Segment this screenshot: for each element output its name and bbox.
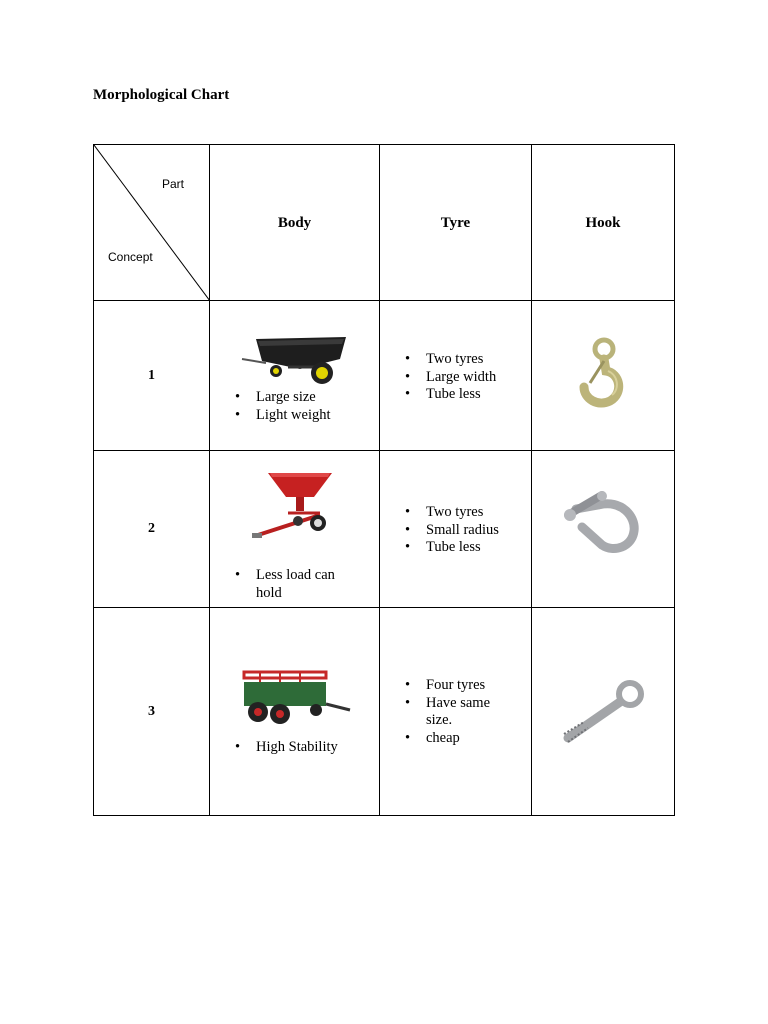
header-body: Body (277, 215, 312, 231)
header-hook-cell (531, 144, 674, 300)
table-row-3-tyre-cell (379, 607, 531, 815)
table-row-1-number-cell (93, 300, 209, 450)
list-item: • cheap (403, 730, 513, 748)
list-item: • High Stability (233, 739, 373, 757)
spreader-cart-image (248, 467, 344, 547)
table-row-1-body-cell (209, 300, 379, 450)
corner-part-label: Part (162, 177, 185, 191)
list-item: • Two tyres (403, 504, 528, 522)
table-row-2-tyre-cell (379, 450, 531, 607)
corner-header-cell (93, 144, 209, 300)
latch-hook-image (574, 337, 634, 411)
list-item: • Tube less (403, 539, 528, 557)
body-features-list (233, 389, 373, 424)
list-item: • Small radius (403, 522, 528, 540)
header-tyre-cell (379, 144, 531, 300)
table-row-3-number-cell (93, 607, 209, 815)
dump-cart-image (238, 331, 350, 387)
header-tyre: Tyre (440, 215, 471, 231)
table-row-2-hook-cell (531, 450, 674, 607)
corner-concept-label: Concept (108, 250, 153, 264)
table-row-1-tyre-cell (379, 300, 531, 450)
list-item: • Have same size. (403, 695, 513, 730)
table-row-2-number-cell (93, 450, 209, 607)
row-number: 3 (148, 704, 155, 719)
list-item: • Two tyres (403, 351, 528, 369)
four-wheel-trailer-image (240, 668, 354, 734)
list-item: • Four tyres (403, 677, 513, 695)
header-hook: Hook (585, 215, 621, 231)
tyre-features-list (403, 504, 528, 557)
list-item: • Tube less (403, 386, 528, 404)
table-row-3-hook-cell (531, 607, 674, 815)
body-features-list (233, 567, 373, 602)
tyre-features-list (403, 677, 513, 747)
table-row-2-body-cell (209, 450, 379, 607)
table-row-1-hook-cell (531, 300, 674, 450)
list-item: • Less load can hold (233, 567, 373, 602)
body-features-list (233, 739, 373, 757)
table-row-3-body-cell (209, 607, 379, 815)
corner-diagonal-line (94, 145, 210, 301)
page-title: Morphological Chart (93, 87, 230, 103)
morphological-table (93, 144, 674, 815)
list-item: • Large width (403, 369, 528, 387)
tyre-features-list (403, 351, 528, 404)
bow-shackle-image (562, 487, 644, 557)
row-number: 1 (148, 368, 155, 383)
list-item: • Large size (233, 389, 373, 407)
list-item: • Light weight (233, 407, 373, 425)
eye-bolt-image (558, 676, 654, 748)
header-body-cell (209, 144, 379, 300)
row-number: 2 (148, 521, 155, 536)
